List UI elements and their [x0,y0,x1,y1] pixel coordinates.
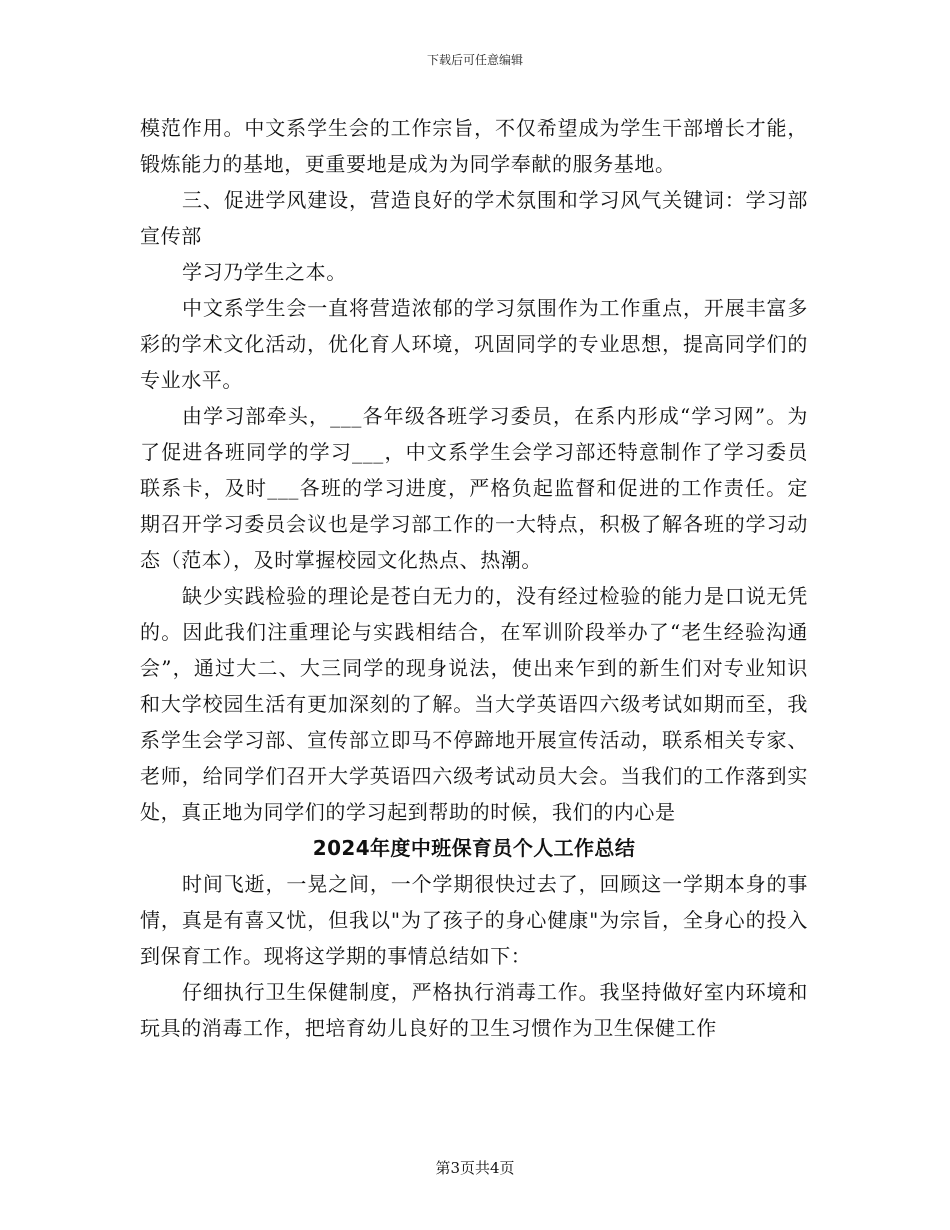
paragraph-hygiene: 仔细执行卫生保健制度，严格执行消毒工作。我坚持做好室内环境和玩具的消毒工作，把培育幼儿良好的卫生习惯作为卫生保健工作 [140,980,808,1040]
document-title: 2024年度中班保育员个人工作总结 [312,836,636,860]
section-heading-study-atmosphere: 三、促进学风建设，营造良好的学术氛围和学习风气关键词：学习部宣传部 [140,188,808,248]
paragraph-continuation: 模范作用。中文系学生会的工作宗旨，不仅希望成为学生干部增长才能，锻炼能力的基地，更重要地是成为为同学奉献的服务基地。 [140,116,808,176]
page-header: 下载后可任意编辑 [426,53,523,67]
page-footer-number: 第3页共4页 [435,1159,515,1177]
paragraph-study-network: 由学习部牵头，___各年级各班学习委员，在系内形成“学习网”。为了促进各班同学的学习___，中文系学生会学习部还特意制作了学习委员联系卡，及时___各班的学习进度，严格负起监督和促进的工作责任。定期召开学习委员会议也是学习部工作的一大特点，积极了解各班的学习动态（范本），及时掌握校园文化热点、热潮。 [140,404,808,572]
paragraph-academic-activities: 中文系学生会一直将营造浓郁的学习氛围作为工作重点，开展丰富多彩的学术文化活动，优化育人环境，巩固同学的专业思想，提高同学们的专业水平。 [140,296,808,392]
paragraph-summary-intro: 时间飞逝，一晃之间，一个学期很快过去了，回顾这一学期本身的事情，真是有喜又忧，但我以"为了孩子的身心健康"为宗旨，全身心的投入到保育工作。现将这学期的事情总结如下： [140,872,808,968]
paragraph-practice: 缺少实践检验的理论是苍白无力的，没有经过检验的能力是口说无凭的。因此我们注重理论与实践相结合，在军训阶段举办了“老生经验沟通会”，通过大二、大三同学的现身说法，使出来乍到的新生们对专业知识和大学校园生活有更加深刻的了解。当大学英语四六级考试如期而至，我系学生会学习部、宣传部立即马不停蹄地开展宣传活动，联系相关专家、老师，给同学们召开大学英语四六级考试动员大会。当我们的工作落到实处，真正地为同学们的学习起到帮助的时候，我们的内心是 [140,584,808,824]
paragraph-study-essence: 学习乃学生之本。 [182,260,347,284]
document-body [140,110,808,1046]
